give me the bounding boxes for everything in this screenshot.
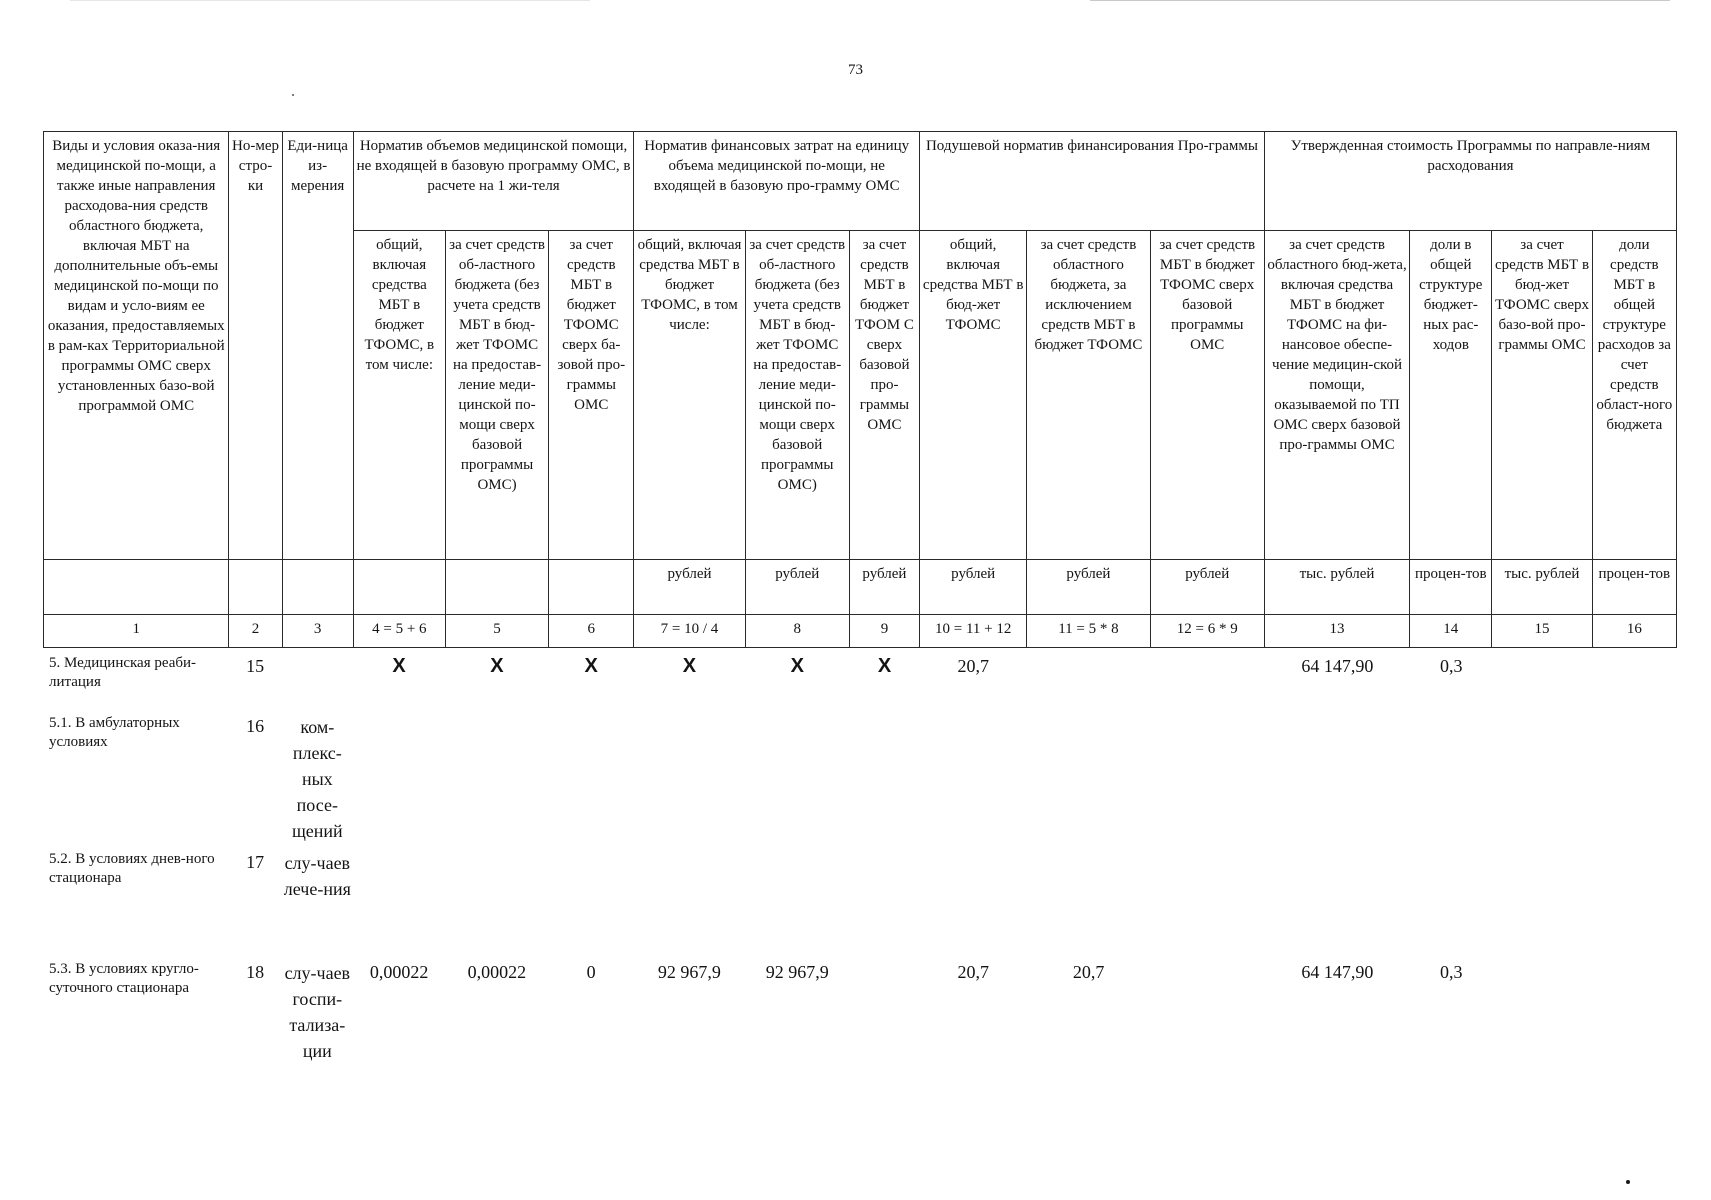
row-value-col-5: Х bbox=[490, 655, 504, 677]
unit-cell bbox=[44, 560, 229, 615]
column-number-cell: 10 = 11 + 12 bbox=[920, 615, 1027, 648]
row-value-col-9 bbox=[849, 848, 919, 958]
column-number-cell: 9 bbox=[849, 615, 919, 648]
data-table bbox=[43, 652, 1677, 1080]
top-scan-rule-left bbox=[70, 0, 590, 1]
row-number: 18 bbox=[246, 962, 265, 982]
row-value-col-14: 0,3 bbox=[1439, 962, 1463, 982]
row-name: 5.2. В условиях днев-ного стационара bbox=[49, 851, 215, 886]
unit-cell bbox=[282, 560, 353, 615]
unit-cell bbox=[353, 560, 445, 615]
row-value-col-9 bbox=[849, 712, 919, 848]
row-value-col-14: 0,3 bbox=[1439, 656, 1463, 676]
page-number: 73 bbox=[848, 62, 863, 78]
row-value-col-7 bbox=[634, 848, 745, 958]
row-value-col-7: 92 967,9 bbox=[657, 962, 721, 982]
header-sub-col-9: за счет средств МБТ в бюджет ТФОМ С сверх базовой про-граммы ОМС bbox=[849, 231, 919, 560]
column-number-cell: 2 bbox=[229, 615, 282, 648]
row-value-col-13: 64 147,90 bbox=[1301, 962, 1374, 982]
row-value-col-16 bbox=[1593, 712, 1677, 848]
row-value-col-10 bbox=[920, 848, 1027, 958]
row-value-col-9: Х bbox=[877, 655, 892, 677]
row-value-col-5 bbox=[445, 712, 548, 848]
row-number: 17 bbox=[246, 852, 265, 872]
row-value-col-12 bbox=[1150, 848, 1264, 958]
header-sub-col-8: за счет средств об-ластного бюджета (без учета средств МБТ в бюд-жет ТФОМС на предостав-ление меди-цинской по-мощи сверх базовой программы ОМС) bbox=[745, 231, 849, 560]
header-sub-col-6: за счет средств МБТ в бюджет ТФОМС сверх ба-зовой про-граммы ОМС bbox=[549, 231, 634, 560]
table-row bbox=[43, 848, 1677, 958]
header-sub-col-5: за счет средств об-ластного бюджета (без учета средств МБТ в бюд-жет ТФОМС на предостав-ление меди-цинской по-мощи сверх базовой программы ОМС) bbox=[445, 231, 548, 560]
scan-speck bbox=[1626, 1180, 1630, 1184]
column-number-cell: 13 bbox=[1264, 615, 1409, 648]
column-number-cell: 7 = 10 / 4 bbox=[634, 615, 745, 648]
unit-cell: рублей bbox=[1027, 560, 1150, 615]
row-value-col-8 bbox=[745, 848, 849, 958]
table-row bbox=[43, 652, 1677, 712]
header-sub-col-7: общий, включая средства МБТ в бюджет ТФОМС, в том числе: bbox=[634, 231, 745, 560]
unit-cell: процен-тов bbox=[1410, 560, 1492, 615]
unit-cell: рублей bbox=[920, 560, 1027, 615]
row-value-col-16 bbox=[1593, 958, 1677, 1080]
unit-cell: тыс. рублей bbox=[1264, 560, 1409, 615]
column-number-cell: 15 bbox=[1492, 615, 1592, 648]
column-number-cell: 16 bbox=[1592, 615, 1676, 648]
row-value-col-10 bbox=[920, 712, 1027, 848]
header-group-cost: Норматив финансовых затрат на единицу объема медицинской по-мощи, не входящей в базовую про-грамму ОМС bbox=[634, 132, 920, 231]
row-value-col-4: Х bbox=[392, 655, 406, 677]
header-column-numbers-row bbox=[44, 615, 1677, 648]
header-row-number: Но-мер стро-ки bbox=[229, 132, 282, 560]
header-sub-col-15: за счет средств МБТ в бюд-жет ТФОМС сверх базо-вой про-граммы ОМС bbox=[1492, 231, 1592, 560]
row-value-col-12 bbox=[1150, 958, 1264, 1080]
table-row bbox=[43, 958, 1677, 1080]
row-value-col-4: 0,00022 bbox=[369, 962, 429, 982]
row-value-col-9 bbox=[849, 958, 919, 1080]
row-value-col-15 bbox=[1492, 958, 1592, 1080]
column-number-cell: 14 bbox=[1410, 615, 1492, 648]
row-value-col-7 bbox=[634, 712, 745, 848]
scan-speck bbox=[292, 94, 294, 96]
row-value-col-4 bbox=[353, 712, 445, 848]
row-value-col-15 bbox=[1492, 652, 1592, 712]
row-value-col-6 bbox=[549, 712, 634, 848]
row-value-col-5: 0,00022 bbox=[467, 962, 527, 982]
row-name: 5.1. В амбулаторных условиях bbox=[49, 715, 180, 750]
row-value-col-11 bbox=[1027, 652, 1150, 712]
unit-cell bbox=[445, 560, 548, 615]
header-table bbox=[43, 131, 1677, 648]
column-number-cell: 3 bbox=[282, 615, 353, 648]
row-value-col-5 bbox=[445, 848, 548, 958]
row-value-col-10: 20,7 bbox=[957, 962, 990, 982]
column-number-cell: 4 = 5 + 6 bbox=[353, 615, 445, 648]
unit-cell: процен-тов bbox=[1592, 560, 1676, 615]
row-value-col-16 bbox=[1593, 848, 1677, 958]
row-value-col-13 bbox=[1265, 848, 1410, 958]
row-value-col-6: Х bbox=[584, 655, 598, 677]
row-value-col-14 bbox=[1410, 712, 1492, 848]
header-sub-col-10: общий, включая средства МБТ в бюд-жет ТФОМС bbox=[920, 231, 1027, 560]
column-number-cell: 6 bbox=[549, 615, 634, 648]
row-value-col-8 bbox=[745, 712, 849, 848]
row-value-col-13 bbox=[1265, 712, 1410, 848]
header-units-row bbox=[44, 560, 1677, 615]
row-value-col-16 bbox=[1593, 652, 1677, 712]
row-value-col-15 bbox=[1492, 712, 1592, 848]
column-number-cell: 8 bbox=[745, 615, 849, 648]
row-value-col-7: Х bbox=[682, 655, 697, 677]
header-group-volume: Норматив объемов медицинской помощи, не входящей в базовую программу ОМС, в расчете на 1 жи-теля bbox=[353, 132, 634, 231]
unit-cell: рублей bbox=[634, 560, 745, 615]
column-number-cell: 5 bbox=[445, 615, 548, 648]
row-value-col-6 bbox=[549, 848, 634, 958]
header-sub-col-14: доли в общей структуре бюджет-ных рас-ходов bbox=[1410, 231, 1492, 560]
header-sub-col-16: доли средств МБТ в общей структуре расходов за счет средств област-ного бюджета bbox=[1592, 231, 1676, 560]
header-sub-col-13: за счет средств областного бюд-жета, включая средства МБТ в бюджет ТФОМС на фи-нансовое обеспе-чение медицин-ской помощи, оказываемой по ТП ОМС сверх базовой про-граммы ОМС bbox=[1264, 231, 1409, 560]
column-number-cell: 11 = 5 * 8 bbox=[1027, 615, 1150, 648]
unit-cell: рублей bbox=[745, 560, 849, 615]
row-value-col-15 bbox=[1492, 848, 1592, 958]
unit-cell bbox=[549, 560, 634, 615]
row-value-col-8: Х bbox=[790, 655, 804, 677]
header-sub-col-11: за счет средств областного бюджета, за исключением средств МБТ в бюджет ТФОМС bbox=[1027, 231, 1150, 560]
header-sub-col-12: за счет средств МБТ в бюджет ТФОМС сверх базовой программы ОМС bbox=[1150, 231, 1264, 560]
row-value-col-13: 64 147,90 bbox=[1301, 656, 1374, 676]
header-unit: Еди-ница из-мерения bbox=[282, 132, 353, 560]
unit-cell bbox=[229, 560, 282, 615]
row-name: 5. Медицинская реаби-литация bbox=[49, 655, 197, 690]
row-value-col-10: 20,7 bbox=[957, 656, 990, 676]
row-value-col-8: 92 967,9 bbox=[765, 962, 829, 982]
row-name: 5.3. В условиях кругло-суточного стационара bbox=[49, 961, 199, 996]
row-unit bbox=[282, 652, 353, 712]
unit-cell: тыс. рублей bbox=[1492, 560, 1592, 615]
header-group-approved: Утвержденная стоимость Программы по направле-ниям расходования bbox=[1264, 132, 1676, 231]
header-group-row bbox=[44, 132, 1677, 231]
column-number-cell: 1 bbox=[44, 615, 229, 648]
row-value-col-11: 20,7 bbox=[1072, 962, 1105, 982]
top-scan-rule-right bbox=[1090, 0, 1670, 1]
row-value-col-12 bbox=[1150, 712, 1264, 848]
row-value-col-6: 0 bbox=[586, 962, 596, 982]
row-unit: ком-плекс-ных посе-щений bbox=[291, 717, 343, 841]
row-value-col-12 bbox=[1150, 652, 1264, 712]
row-value-col-14 bbox=[1410, 848, 1492, 958]
row-unit: слу-чаев госпи-тализа-ции bbox=[284, 963, 351, 1061]
row-number: 15 bbox=[246, 656, 265, 676]
header-kind: Виды и условия оказа-ния медицинской по-мощи, а также иные направления расходова-ния средств областного бюджета, включая МБТ на дополнительные объ-емы медицинской по-мощи по видам и усло-виям ее оказания, предоставляемых в рам-ках Территориальной программы ОМС сверх установленных базо-вой программой ОМС bbox=[44, 132, 229, 560]
row-unit: слу-чаев лече-ния bbox=[283, 853, 351, 899]
table-row bbox=[43, 712, 1677, 848]
column-number-cell: 12 = 6 * 9 bbox=[1150, 615, 1264, 648]
row-number: 16 bbox=[246, 716, 265, 736]
unit-cell: рублей bbox=[1150, 560, 1264, 615]
header-group-per-capita: Подушевой норматив финансирования Про-граммы bbox=[920, 132, 1265, 231]
unit-cell: рублей bbox=[849, 560, 919, 615]
header-sub-col-4: общий, включая средства МБТ в бюджет ТФОМС, в том числе: bbox=[353, 231, 445, 560]
row-value-col-4 bbox=[353, 848, 445, 958]
row-value-col-11 bbox=[1027, 848, 1150, 958]
row-value-col-11 bbox=[1027, 712, 1150, 848]
